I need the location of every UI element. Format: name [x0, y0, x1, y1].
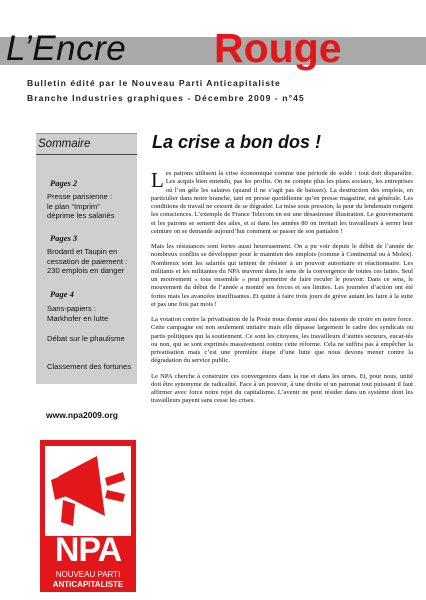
toc-entry-line: Classement des fortunes	[47, 362, 131, 371]
toc-entry-line: cessation de paiement :	[47, 256, 128, 266]
masthead-title-part1: L’Encre	[6, 29, 127, 68]
toc-entry-line: Sans-papiers :	[47, 304, 96, 313]
npa-logo	[40, 440, 136, 592]
masthead	[0, 25, 426, 71]
toc-entry-line: 230 emplois en danger	[47, 266, 125, 275]
article-paragraph-text: es patrons utilisent la crise économique comme une période de solde : tout doit disparaître. Les acquis bien entendu, pas les profits. On ne compte plus les plans sociaux, les entreprises où l’on gèle les salaires (quand il ne s’agit pas de baisses). La destruction des emplois, en particulier dans notre branche, tant en presse quotidienne qu’en presse magazine, est générale. Les conditions de travail ne cessent de se dégrader. La mise sous pression, la peur du lendemain rongent les consciences. L’exemple de France Telecom en est une désastreuse illustration. Le gouvernement et les patrons se sentent des ailes, et si dans les années 80 on invitait les travailleurs à serrer leur ceinture on se demande aujourd’hui comment se passer de son pantalon !	[151, 170, 413, 235]
toc-entry[interactable]	[47, 334, 137, 344]
masthead-subtitle-line2: Branche Industries graphiques - Décembre 2009 - n°45	[27, 93, 305, 103]
toc-entry-line: Brodard et Taupin en	[47, 247, 118, 256]
megaphone-logo-icon	[45, 446, 131, 536]
toc-entry-line: Presse parisienne :	[47, 192, 113, 201]
table-of-contents	[36, 133, 137, 384]
toc-divider	[36, 154, 137, 155]
article-body	[151, 170, 413, 413]
logo-acronym: NPA	[54, 531, 122, 569]
logo-line2: ANTICAPITALISTE	[52, 580, 124, 589]
article-paragraph: Le NPA cherche à construire ces convergences dans la rue et dans les urnes. Et, pour nous, unité doit être synonyme de radicalité. Face à un pouvoir, à une droite et un patronat tout puissant il faut affirmer avec force notre rejet du capitalisme. L’avenir ne peut résider dans un système dont les travailleurs payent sans cesse les crises.	[151, 372, 413, 405]
article-headline: La crise a bon dos !	[152, 132, 322, 152]
masthead-subtitle-line1: Bulletin édité par le Nouveau Parti Anticapitaliste	[27, 78, 281, 88]
article-paragraph	[151, 170, 413, 236]
toc-entry[interactable]	[47, 362, 137, 372]
toc-entry[interactable]	[47, 247, 137, 276]
website-link[interactable]: www.npa2009.org	[46, 410, 118, 420]
article-paragraph: Mais les résistances sont fortes aussi heureusement. On a pu voir depuis le début de l’année de nombreux conflits se développer pour le maintien des emplois (comme à Continental ou à Molex). Nombreux sont les salariés qui tentent de résister à un pouvoir autoritaire et réactionnaire. Les militants et les militantes du NPA œuvrent dans le sens de la convergence de toutes ces luttes. Seul un mouvement « tous ensemble » peut permettre de faire reculer le pouvoir. Dans ce sens, le mouvement du début de l’année a montré ses forces et ses limites. Les journées d’action ont été fortes mais les avancées insuffisantes. Et quitte à faire trois jours de grève autant les faire à la suite et pas une fois par mois !	[151, 243, 413, 308]
logo-line1: NOUVEAU PARTI	[55, 570, 121, 579]
toc-entry-line: déprime les salariés	[47, 211, 115, 220]
toc-heading: Sommaire	[38, 138, 91, 150]
toc-entry-line: le plan “Imprim”	[47, 201, 100, 211]
article-paragraph: La votation contre la privatisation de la Poste nous donne aussi des raisons de croire en notre force. Cette campagne est non seulement unitaire mais elle dépasse largement le cadre des syndicats ou partis politiques qui la soutiennent. Ce sont les citoyens, les travailleurs d’autres secteurs, eucar-tés ou non, qui se sont exprimés massivement contre cette réforme. Cela ne suffira pas à empêcher la privatisation mais c’est une première étape d’une lutte que nous devons mener contre la dégradation du service public.	[151, 316, 413, 365]
masthead-title-part2: Rouge	[214, 25, 342, 71]
toc-page-label: Page 4	[50, 289, 74, 299]
toc-entry-line: Markhofer en lutte	[47, 313, 109, 323]
drop-cap: L	[151, 168, 164, 192]
toc-entry-line: Débat sur le phaulisme	[47, 334, 125, 343]
toc-entry[interactable]	[47, 192, 137, 221]
toc-page-label: Pages 2	[50, 178, 78, 188]
toc-entry[interactable]	[47, 304, 137, 323]
toc-page-label: Pages 3	[50, 233, 78, 243]
